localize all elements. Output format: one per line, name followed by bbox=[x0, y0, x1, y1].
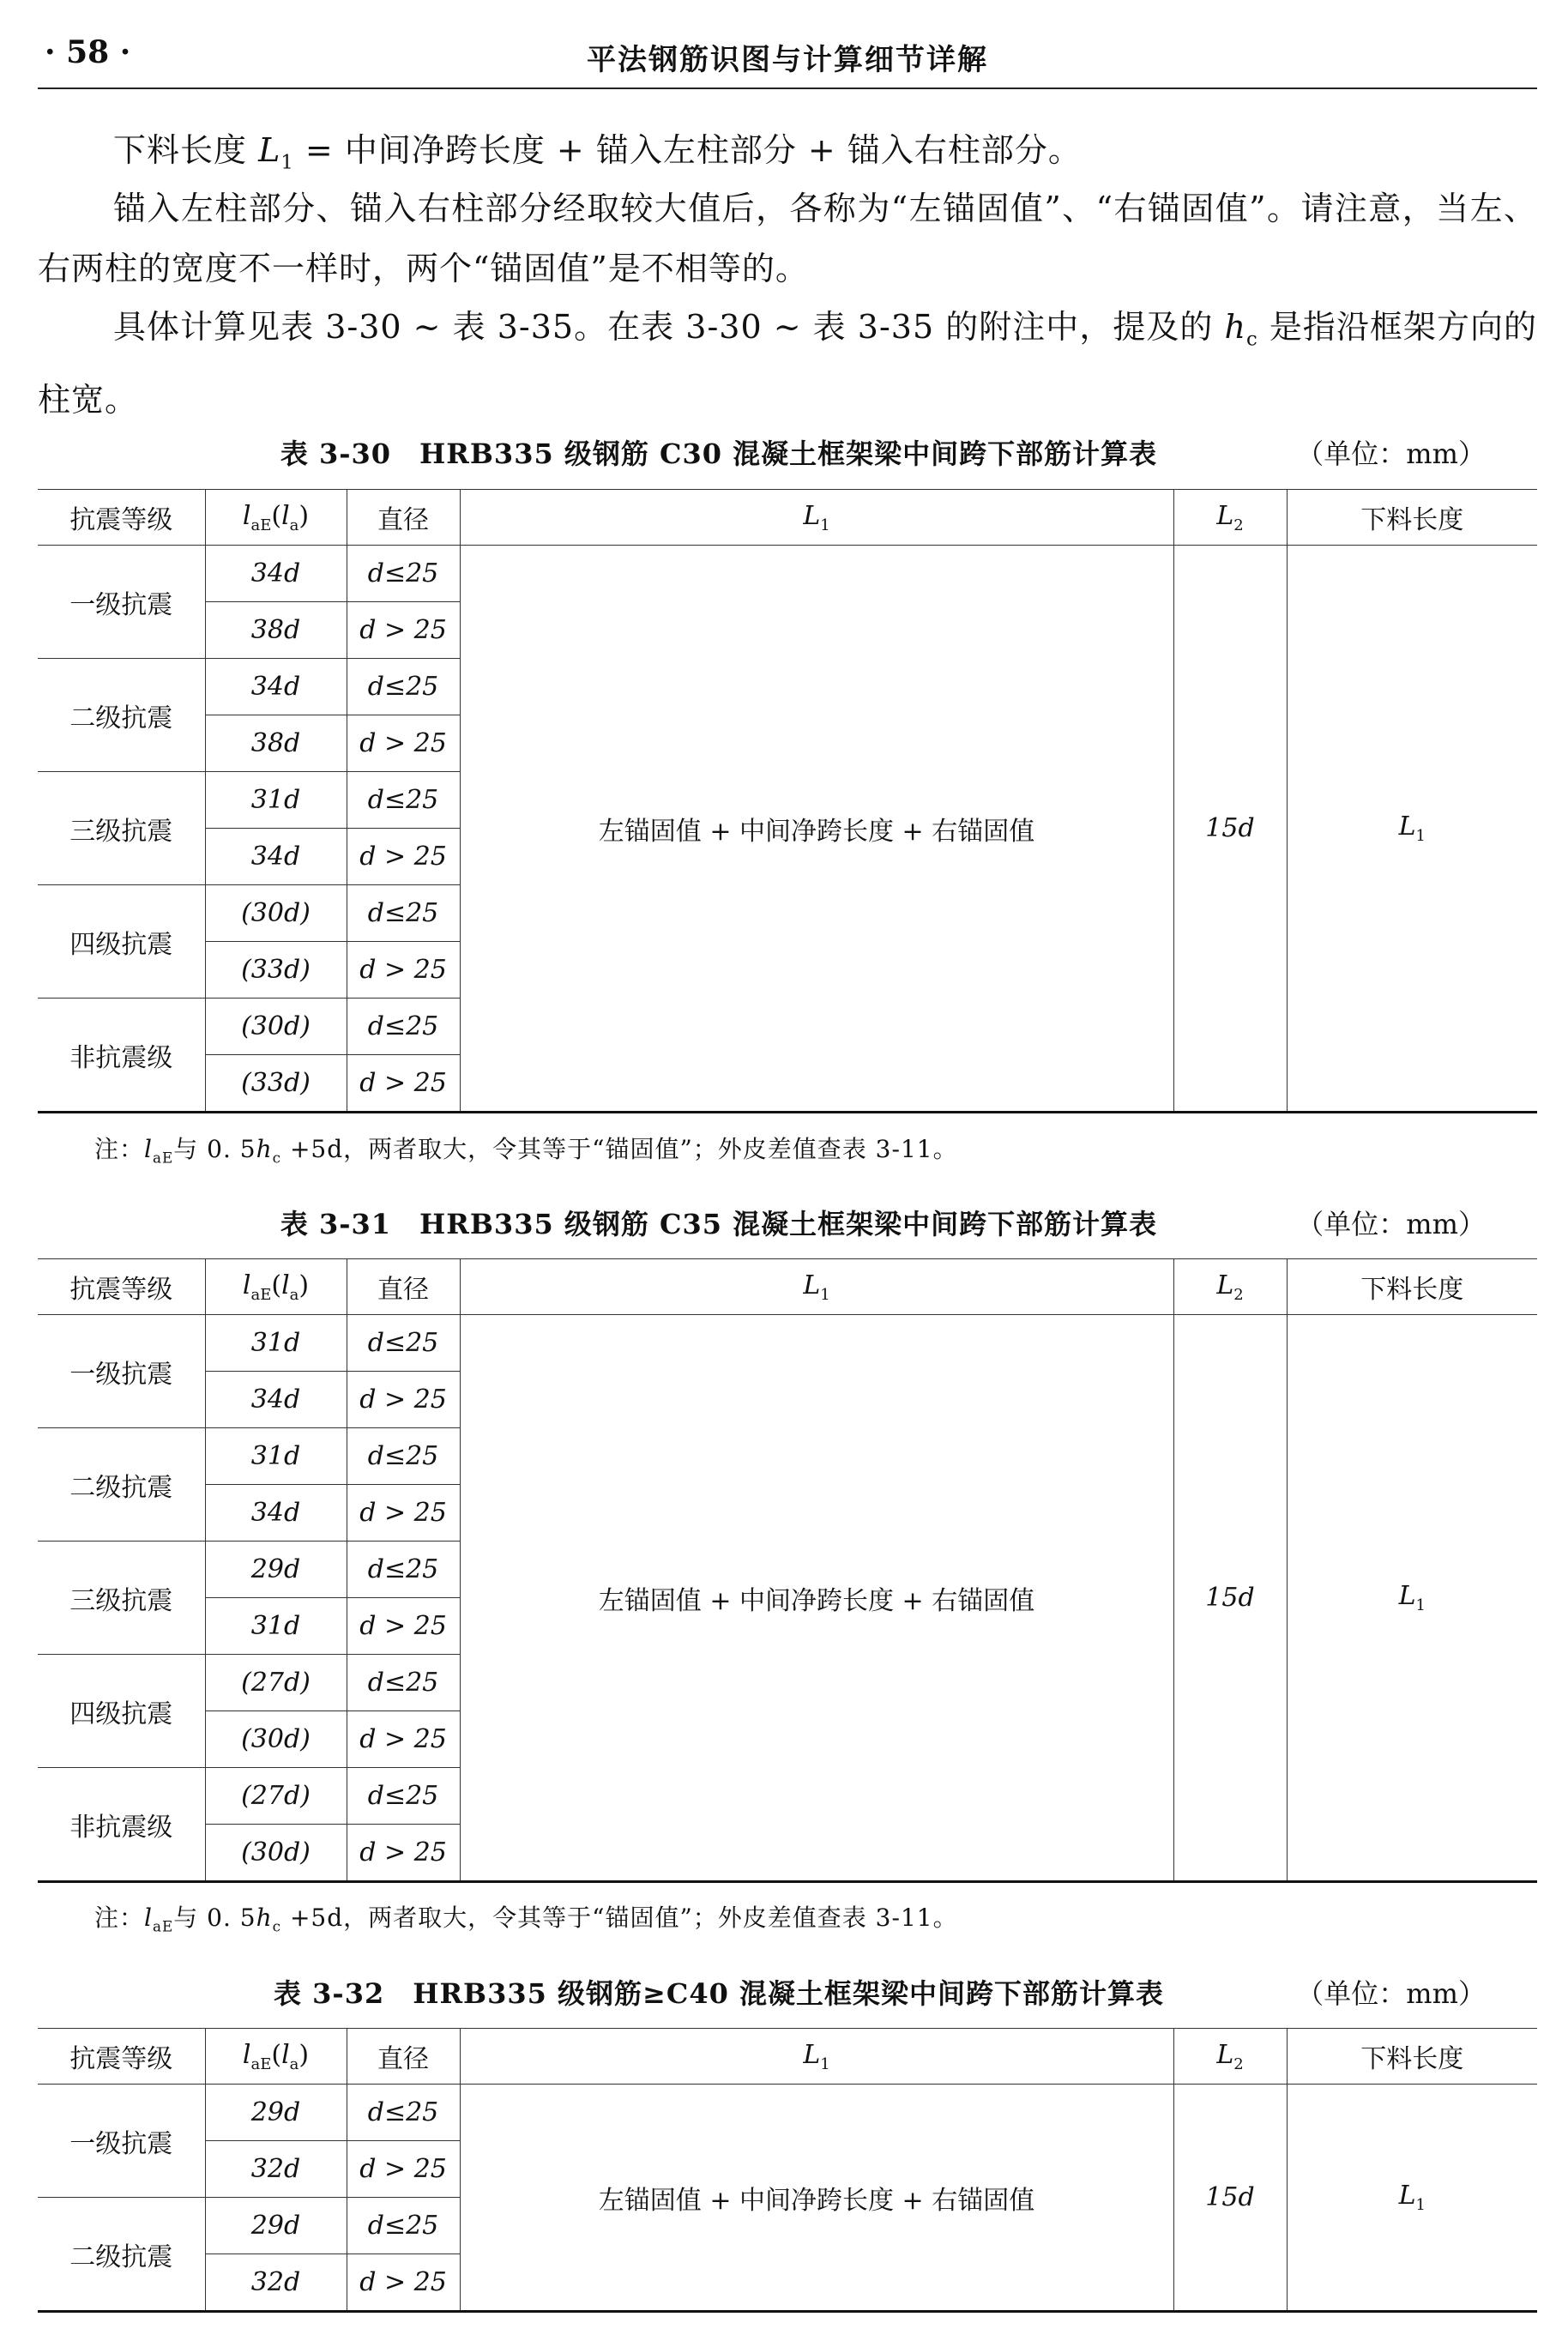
table-unit: （单位：mm） bbox=[1296, 1208, 1486, 1240]
diameter-cell: d≤25 bbox=[347, 772, 460, 829]
anchor-length-cell: 32d bbox=[205, 2141, 347, 2198]
table-note: 注：$l_{aE}$与 0. $5h_c +5d$，两者取大，令其等于“锚固值”；外皮差值查表 3-11。 bbox=[94, 1135, 958, 1167]
diameter-cell: d≤25 bbox=[347, 2198, 460, 2254]
diameter-cell: d > 25 bbox=[347, 2254, 460, 2312]
l1-formula-cell: 左锚固值 + 中间净跨长度 + 右锚固值 bbox=[460, 2085, 1173, 2312]
col-header-diameter: 直径 bbox=[347, 2029, 460, 2085]
grade-cell: 一级抗震 bbox=[38, 2085, 205, 2198]
diameter-cell: d≤25 bbox=[347, 1655, 460, 1711]
grade-cell: 非抗震级 bbox=[38, 999, 205, 1113]
diameter-cell: d > 25 bbox=[347, 1055, 460, 1113]
anchor-length-cell: 31d bbox=[205, 772, 347, 829]
anchor-length-cell: 32d bbox=[205, 2254, 347, 2312]
cut-length-cell: $L_1$ bbox=[1287, 1315, 1537, 1882]
grade-cell: 三级抗震 bbox=[38, 772, 205, 885]
col-header-lae: $l_{aE}(l_a)$ bbox=[205, 1259, 347, 1315]
anchor-length-cell: 38d bbox=[205, 602, 347, 659]
diameter-cell: d≤25 bbox=[347, 659, 460, 715]
table-header-row bbox=[38, 1259, 1537, 1315]
col-header-grade: 抗震等级 bbox=[38, 2029, 205, 2085]
anchor-length-cell: 34d bbox=[205, 1372, 347, 1428]
table-note: 注：$l_{aE}$与 0. $5h_c +5d$，两者取大，令其等于“锚固值”；外皮差值查表 3-11。 bbox=[94, 1904, 958, 1935]
table-caption bbox=[38, 429, 1537, 472]
col-header-lae: $l_{aE}(l_a)$ bbox=[205, 490, 347, 546]
col-header-l2: $L_2$ bbox=[1173, 1259, 1287, 1315]
col-header-diameter: 直径 bbox=[347, 490, 460, 546]
diameter-cell: d≤25 bbox=[347, 999, 460, 1055]
grade-cell: 二级抗震 bbox=[38, 659, 205, 772]
l2-cell: 15d bbox=[1173, 2085, 1287, 2312]
anchor-length-cell: (30d) bbox=[205, 885, 347, 942]
anchor-length-cell: 34d bbox=[205, 829, 347, 885]
page-number: · 58 · bbox=[45, 34, 131, 70]
table-caption bbox=[38, 1969, 1537, 2012]
col-header-l1: $L_1$ bbox=[460, 2029, 1173, 2085]
diameter-cell: d > 25 bbox=[347, 2141, 460, 2198]
diameter-cell: d≤25 bbox=[347, 546, 460, 602]
anchor-length-cell: (33d) bbox=[205, 1055, 347, 1113]
grade-cell: 一级抗震 bbox=[38, 1315, 205, 1428]
anchor-length-cell: (27d) bbox=[205, 1768, 347, 1825]
col-header-grade: 抗震等级 bbox=[38, 1259, 205, 1315]
grade-cell: 一级抗震 bbox=[38, 546, 205, 659]
diameter-cell: d≤25 bbox=[347, 1768, 460, 1825]
col-header-cut-length: 下料长度 bbox=[1287, 2029, 1537, 2085]
diameter-cell: d≤25 bbox=[347, 1428, 460, 1485]
anchor-length-cell: 34d bbox=[205, 659, 347, 715]
table-row bbox=[38, 1315, 1537, 1372]
table-title: 表 3-32 HRB335 级钢筋≥C40 混凝土框架梁中间跨下部筋计算表 bbox=[274, 1977, 1164, 2010]
col-header-l2: $L_2$ bbox=[1173, 490, 1287, 546]
diameter-cell: d > 25 bbox=[347, 1598, 460, 1655]
anchor-length-cell: 29d bbox=[205, 2198, 347, 2254]
anchor-length-cell: 34d bbox=[205, 546, 347, 602]
anchor-length-cell: 34d bbox=[205, 1485, 347, 1542]
anchor-length-cell: (30d) bbox=[205, 1825, 347, 1882]
rebar-table bbox=[38, 2028, 1537, 2313]
book-title: 平法钢筋识图与计算细节详解 bbox=[587, 43, 988, 77]
col-header-cut-length: 下料长度 bbox=[1287, 1259, 1537, 1315]
anchor-length-cell: 29d bbox=[205, 1542, 347, 1598]
grade-cell: 四级抗震 bbox=[38, 885, 205, 999]
col-header-l2: $L_2$ bbox=[1173, 2029, 1287, 2085]
grade-cell: 三级抗震 bbox=[38, 1542, 205, 1655]
anchor-length-cell: (30d) bbox=[205, 999, 347, 1055]
rebar-table bbox=[38, 1258, 1537, 1883]
rebar-table bbox=[38, 489, 1537, 1113]
diameter-cell: d > 25 bbox=[347, 1825, 460, 1882]
anchor-length-cell: 31d bbox=[205, 1315, 347, 1372]
diameter-cell: d > 25 bbox=[347, 1372, 460, 1428]
diameter-cell: d > 25 bbox=[347, 942, 460, 999]
paragraph-2: 锚入左柱部分、锚入右柱部分经取较大值后，各称为“左锚固值”、“右锚固值”。请注意，当左、右两柱的宽度不一样时，两个“锚固值”是不相等的。 bbox=[38, 190, 1537, 287]
anchor-length-cell: (33d) bbox=[205, 942, 347, 999]
anchor-length-cell: (27d) bbox=[205, 1655, 347, 1711]
cut-length-cell: $L_1$ bbox=[1287, 2085, 1537, 2312]
cut-length-cell: $L_1$ bbox=[1287, 546, 1537, 1113]
diameter-cell: d≤25 bbox=[347, 1315, 460, 1372]
table-unit: （单位：mm） bbox=[1296, 1977, 1486, 2010]
grade-cell: 非抗震级 bbox=[38, 1768, 205, 1882]
table-title: 表 3-31 HRB335 级钢筋 C35 混凝土框架梁中间跨下部筋计算表 bbox=[280, 1208, 1158, 1240]
anchor-length-cell: 31d bbox=[205, 1598, 347, 1655]
diameter-cell: d > 25 bbox=[347, 715, 460, 772]
paragraph-1: 下料长度 $L_1$ = 中间净跨长度 + 锚入左柱部分 + 锚入右柱部分。 bbox=[113, 131, 1082, 174]
col-header-cut-length: 下料长度 bbox=[1287, 490, 1537, 546]
table-header-row bbox=[38, 2029, 1537, 2085]
table-title: 表 3-30 HRB335 级钢筋 C30 混凝土框架梁中间跨下部筋计算表 bbox=[280, 437, 1158, 470]
grade-cell: 二级抗震 bbox=[38, 2198, 205, 2312]
table-header-row bbox=[38, 490, 1537, 546]
diameter-cell: d≤25 bbox=[347, 885, 460, 942]
anchor-length-cell: 38d bbox=[205, 715, 347, 772]
grade-cell: 四级抗震 bbox=[38, 1655, 205, 1768]
table-caption bbox=[38, 1199, 1537, 1242]
diameter-cell: d≤25 bbox=[347, 2085, 460, 2141]
anchor-length-cell: (30d) bbox=[205, 1711, 347, 1768]
l1-formula-cell: 左锚固值 + 中间净跨长度 + 右锚固值 bbox=[460, 546, 1173, 1113]
col-header-diameter: 直径 bbox=[347, 1259, 460, 1315]
paragraph-3: 具体计算见表 3-30 ~ 表 3-35。在表 3-30 ~ 表 3-35 的附注中，提及的 $h_c$ 是指沿框架方向的柱宽。 bbox=[38, 308, 1537, 419]
diameter-cell: d > 25 bbox=[347, 602, 460, 659]
page-header bbox=[38, 27, 1537, 89]
anchor-length-cell: 31d bbox=[205, 1428, 347, 1485]
diameter-cell: d > 25 bbox=[347, 1711, 460, 1768]
grade-cell: 二级抗震 bbox=[38, 1428, 205, 1542]
l2-cell: 15d bbox=[1173, 1315, 1287, 1882]
l1-formula-cell: 左锚固值 + 中间净跨长度 + 右锚固值 bbox=[460, 1315, 1173, 1882]
table-row bbox=[38, 2085, 1537, 2141]
col-header-l1: $L_1$ bbox=[460, 490, 1173, 546]
col-header-l1: $L_1$ bbox=[460, 1259, 1173, 1315]
table-unit: （单位：mm） bbox=[1296, 437, 1486, 470]
diameter-cell: d≤25 bbox=[347, 1542, 460, 1598]
table-row bbox=[38, 546, 1537, 602]
col-header-lae: $l_{aE}(l_a)$ bbox=[205, 2029, 347, 2085]
diameter-cell: d > 25 bbox=[347, 1485, 460, 1542]
l2-cell: 15d bbox=[1173, 546, 1287, 1113]
col-header-grade: 抗震等级 bbox=[38, 490, 205, 546]
diameter-cell: d > 25 bbox=[347, 829, 460, 885]
anchor-length-cell: 29d bbox=[205, 2085, 347, 2141]
